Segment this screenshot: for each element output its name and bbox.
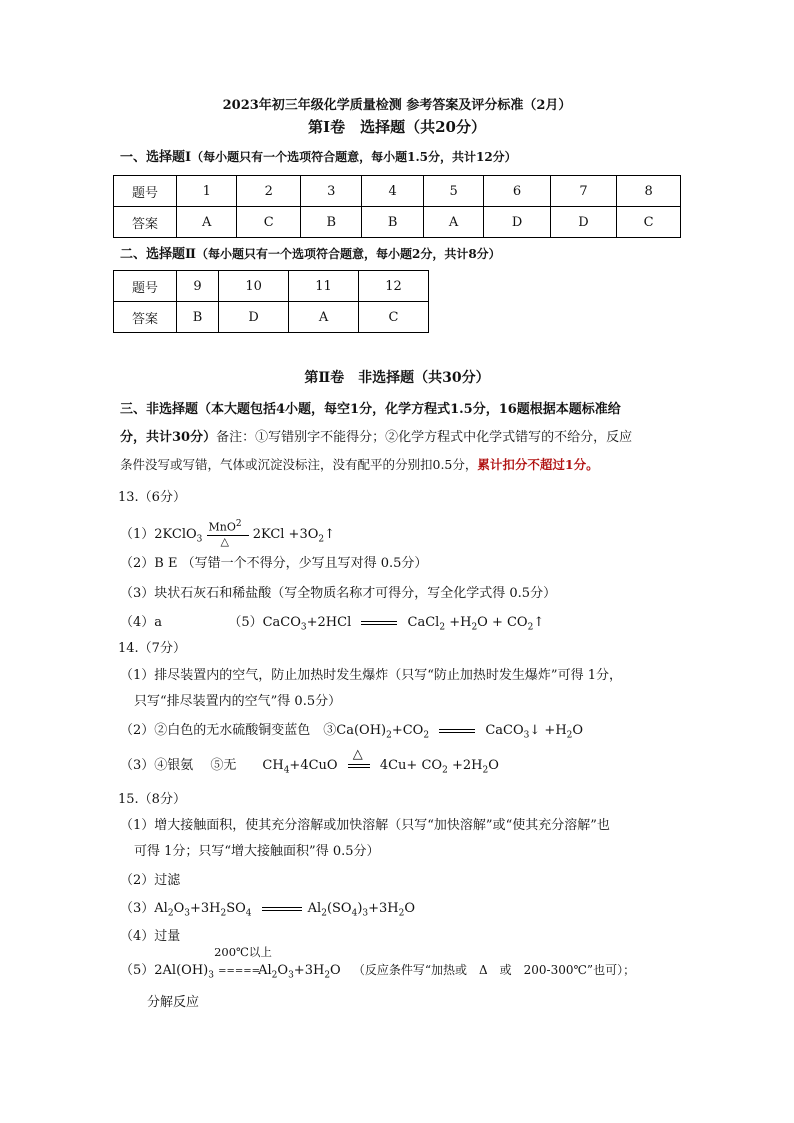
equation-reactant: （3）④银氨 ⑤无 CH xyxy=(120,758,284,773)
question-number: 8 xyxy=(617,176,681,207)
equals-sign xyxy=(439,729,475,733)
q13-answer-3: （3）块状石灰石和稀盐酸（写全物质名称才可得分，写全化学式得 0.5分） xyxy=(120,586,557,601)
question-number: 11 xyxy=(289,271,359,302)
row-label: 答案 xyxy=(114,302,177,333)
deduction-limit-note: 累计扣分不超过1分。 xyxy=(477,457,599,472)
equation-reactant: （5）2Al(OH) xyxy=(120,963,209,978)
part2-heading: 第Ⅱ卷 非选择题（共30分） xyxy=(304,370,490,386)
section3-remark-cont: 条件没写或写错，气体或沉淀没标注，没有配平的分别扣0.5分， xyxy=(120,457,478,472)
equation-product: 4Cu+ CO xyxy=(379,758,443,773)
equation-product: CaCO xyxy=(485,723,524,738)
answer-cell: A xyxy=(177,207,237,238)
question-number: 4 xyxy=(362,176,423,207)
section1-heading xyxy=(120,146,517,165)
q15-answer-2: （2）过滤 xyxy=(120,873,181,888)
row-label: 答案 xyxy=(114,207,177,238)
table-row xyxy=(114,271,429,302)
row-label: 题号 xyxy=(114,271,177,302)
q15-answer-1-line1: （1）增大接触面积，使其充分溶解或加快溶解（只写“加快溶解”或“使其充分溶解”也 xyxy=(120,818,610,833)
q13-answer-4: （4）a xyxy=(120,615,163,630)
q15-answer-4: （4）过量 xyxy=(120,929,181,944)
section1-note: （每小题只有一个选项符合题意，每小题1.5分，共计12分） xyxy=(191,150,517,164)
temperature-condition: 200℃以上 xyxy=(214,945,272,959)
reaction-condition xyxy=(214,945,272,978)
answer-cell: B xyxy=(177,302,219,333)
q15-answer-3: $(3)Al_2O_3+3H_2SO_4$ $Al_2(SO_4)_3+3H_2O$ xyxy=(120,901,416,919)
section2-title: 二、选择题Ⅱ xyxy=(120,247,196,262)
question-number: 1 xyxy=(177,176,237,207)
answer-cell: A xyxy=(289,302,359,333)
question-number: 7 xyxy=(550,176,616,207)
question-number: 6 xyxy=(484,176,550,207)
equation-reactant: +2HCl xyxy=(306,615,352,630)
section3-intro-line3 xyxy=(120,455,599,473)
q14-answer-1-line1: （1）排尽装置内的空气，防止加热时发生爆炸（只写“防止加热时发生爆炸”可得 1分， xyxy=(120,668,622,683)
answer-table-2 xyxy=(113,270,429,333)
q14-answer-3: （3）④银氨 ⑤无 $CH_4+4CuO$ △ $4Cu+ CO_2 +2H_2O$ xyxy=(120,746,499,776)
q13-answer-2: （2）B E （写错一个不得分，少写且写对得 0.5分） xyxy=(120,556,428,571)
document-title: 2023年初三年级化学质量检测 参考答案及评分标准（2月） xyxy=(222,98,572,113)
answer-table-1 xyxy=(113,175,681,238)
answer-cell: D xyxy=(484,207,550,238)
equation-product: 2KCl +3O xyxy=(252,527,319,542)
section2-heading xyxy=(120,243,501,262)
q14-answer-1-line2: 只写“排尽装置内的空气”得 0.5分） xyxy=(134,694,342,709)
equation-reactant: +CO xyxy=(391,723,424,738)
reaction-condition xyxy=(348,746,370,768)
equation-reactant: （5）CaCO xyxy=(228,615,301,630)
equation-reactant: （2）②白色的无水硫酸铜变蓝色 ③Ca(OH) xyxy=(120,723,387,738)
q15-answer-1-line2: 可得 1分；只写“增大接触面积”得 0.5分） xyxy=(134,844,380,859)
equation-product: CaCl xyxy=(407,615,440,630)
section2-note: （每小题只有一个选项符合题意，每小题2分，共计8分） xyxy=(195,247,501,261)
row-label: 题号 xyxy=(114,176,177,207)
q15-answer-5-line2: 分解反应 xyxy=(147,995,200,1010)
equals-sign xyxy=(361,621,397,625)
heat-symbol: △ xyxy=(352,746,363,762)
part1-heading: 第Ⅰ卷 选择题（共20分） xyxy=(308,118,486,136)
table-row xyxy=(114,176,681,207)
answer-cell: D xyxy=(219,302,289,333)
equation-reactant: （1）2KClO xyxy=(120,527,197,542)
q13-answer-1: （1）2KClO$_3$ MnO$^2$ △ $2KCl +3O_2↑$ xyxy=(120,519,336,548)
answer-cell: B xyxy=(301,207,362,238)
q13-heading: 13.（6分） xyxy=(118,490,186,505)
catalyst-label: MnO$^2$ xyxy=(208,519,242,534)
answer-cell: B xyxy=(362,207,423,238)
section1-title: 一、选择题Ⅰ xyxy=(120,150,192,165)
equation-reactant: +4CuO xyxy=(289,758,338,773)
equation-reactant: （3）Al xyxy=(120,901,168,916)
q14-answer-2: （2）②白色的无水硫酸铜变蓝色 $③Ca(OH)_2+CO_2$ CaCO$_3$↓ $+H_2O$ xyxy=(120,723,584,741)
question-number: 2 xyxy=(237,176,301,207)
equals-sign: ===== xyxy=(218,966,261,977)
answer-cell: A xyxy=(423,207,483,238)
heat-symbol: △ xyxy=(220,535,230,548)
section3-remark: 备注：①写错别字不能得分；②化学方程式中化学式错写的不给分，反应 xyxy=(216,430,633,445)
q13-answer-4-5: （4）a （5）CaCO$_3$+2HCl CaCl$_2$ $+H_2O$ + $CO_2↑$ xyxy=(120,615,545,633)
answer-cell: D xyxy=(550,207,616,238)
q15-answer-5: $(5)2Al(OH)_3$ 200℃以上 $=====Al_2O_3+3H_2O$ （反应条件写“加热或 Δ 或 200-300℃”也可）； xyxy=(120,945,636,981)
section3-intro-line1: 三、非选择题（本大题包括4小题，每空1分，化学方程式1.5分，16题根据本题标准给 xyxy=(120,402,621,417)
answer-cell: C xyxy=(359,302,429,333)
q14-heading: 14.（7分） xyxy=(118,641,186,656)
question-number: 9 xyxy=(177,271,219,302)
section3-intro-line2 xyxy=(120,426,632,445)
question-number: 12 xyxy=(359,271,429,302)
table-row xyxy=(114,302,429,333)
q15-heading: 15.（8分） xyxy=(118,792,186,807)
q15-answer-5-note: （反应条件写“加热或 Δ 或 200-300℃”也可）； xyxy=(352,963,636,977)
equals-sign xyxy=(262,907,302,911)
answer-cell: C xyxy=(237,207,301,238)
table-row xyxy=(114,207,681,238)
question-number: 5 xyxy=(423,176,483,207)
answer-cell: C xyxy=(617,207,681,238)
question-number: 10 xyxy=(219,271,289,302)
reaction-condition xyxy=(207,519,249,548)
question-number: 3 xyxy=(301,176,362,207)
section3-score: 分，共计30分） xyxy=(120,430,217,445)
